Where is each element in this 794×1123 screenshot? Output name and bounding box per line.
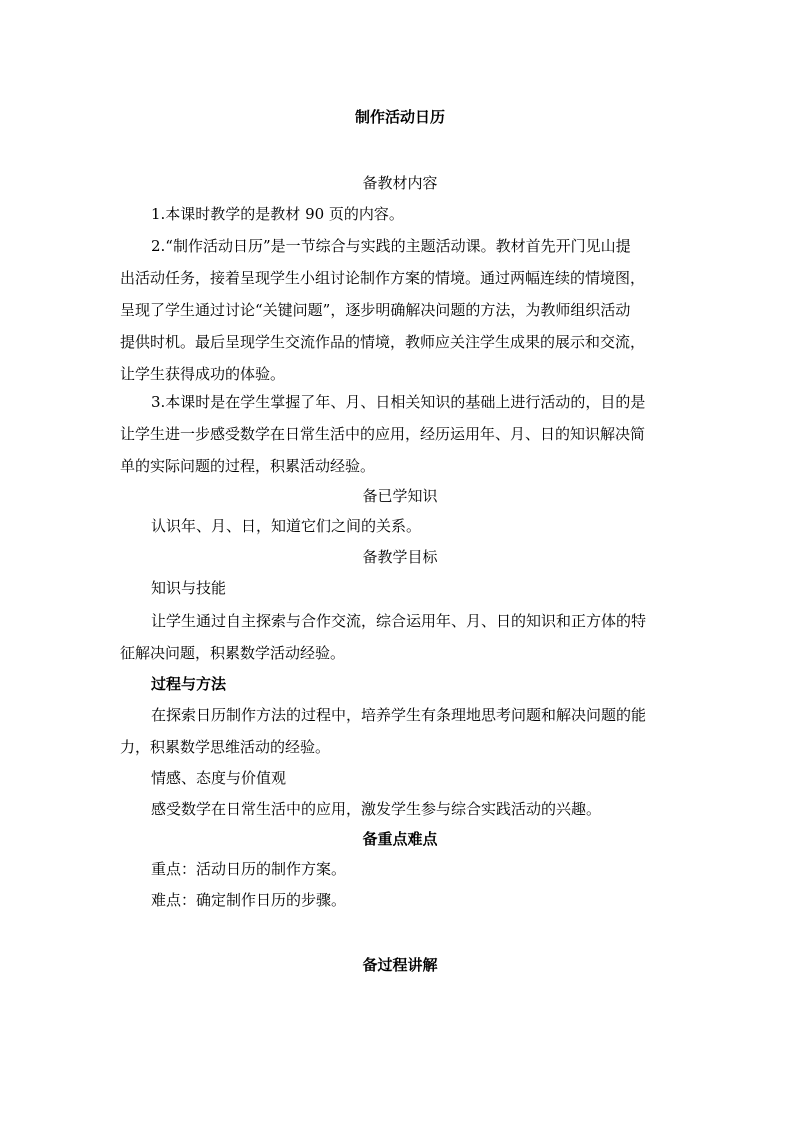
heading-key-points: 备重点难点 bbox=[362, 830, 438, 848]
materials-paragraph-1: 1.本课时教学的是教材 90 页的内容。 bbox=[151, 205, 404, 223]
prior-knowledge-paragraph: 认识年、月、日，知道它们之间的关系。 bbox=[151, 517, 422, 535]
materials-p2-line-3: 呈现了学生通过讨论“关键问题”，逐步明确解决问题的方法，为教师组织活动 bbox=[120, 301, 631, 319]
heading-materials: 备教材内容 bbox=[362, 174, 438, 192]
document-title: 制作活动日历 bbox=[354, 108, 445, 126]
objectives-process-line-1: 在探索日历制作方法的过程中，培养学生有条理地思考问题和解决问题的能 bbox=[151, 706, 647, 724]
heading-objectives: 备教学目标 bbox=[362, 548, 438, 566]
materials-p2-line-2: 出活动任务，接着呈现学生小组讨论制作方案的情境。通过两幅连续的情境图， bbox=[120, 269, 646, 287]
materials-p3-line-2: 让学生进一步感受数学在日常生活中的应用，经历运用年、月、日的知识解决简 bbox=[120, 425, 646, 443]
objectives-emotion-paragraph: 感受数学在日常生活中的应用，激发学生参与综合实践活动的兴趣。 bbox=[151, 800, 602, 818]
objectives-process-heading: 过程与方法 bbox=[151, 675, 227, 693]
heading-process: 备过程讲解 bbox=[362, 956, 438, 974]
objectives-process-line-2: 力，积累数学思维活动的经验。 bbox=[120, 738, 331, 756]
materials-p3-line-1: 3.本课时是在学生掌握了年、月、日相关知识的基础上进行活动的，目的是 bbox=[151, 393, 646, 411]
objectives-emotion-heading: 情感、态度与价值观 bbox=[151, 769, 287, 787]
key-point-text: 重点：活动日历的制作方案。 bbox=[151, 860, 347, 878]
materials-p2-line-1: 2.“制作活动日历”是一节综合与实践的主题活动课。教材首先开门见山提 bbox=[151, 237, 631, 255]
objectives-knowledge-heading: 知识与技能 bbox=[151, 579, 227, 597]
materials-p2-line-5: 让学生获得成功的体验。 bbox=[120, 365, 286, 383]
objectives-knowledge-line-2: 征解决问题，积累数学活动经验。 bbox=[120, 644, 346, 662]
difficult-point-text: 难点：确定制作日历的步骤。 bbox=[151, 891, 347, 909]
objectives-knowledge-line-1: 让学生通过自主探索与合作交流，综合运用年、月、日的知识和正方体的特 bbox=[151, 612, 647, 630]
materials-p3-line-3: 单的实际问题的过程，积累活动经验。 bbox=[120, 457, 376, 475]
materials-p2-line-4: 提供时机。最后呈现学生交流作品的情境，教师应关注学生成果的展示和交流， bbox=[120, 333, 646, 351]
heading-prior-knowledge: 备已学知识 bbox=[362, 487, 438, 505]
